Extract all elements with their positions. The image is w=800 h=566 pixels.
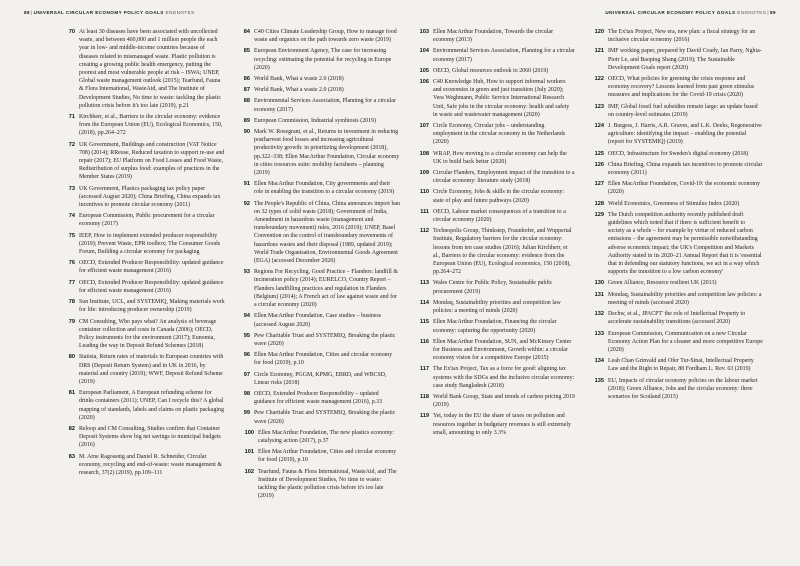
endnote-entry [587,279,763,287]
header-section-left: ENDNOTES [165,10,195,15]
endnote-number: 116 [419,338,429,345]
endnote-number: 112 [419,228,429,235]
endnote-number: 126 [594,161,604,168]
endnote-number: 84 [243,29,250,35]
endnote-number: 91 [243,181,250,188]
endnote-entry [237,47,400,72]
endnotes-columns [62,28,782,558]
running-header-right [605,11,776,16]
endnote-text: Pew Charitable Trust and SYSTEMIQ, Breaking the plastic wave (2020) [254,410,396,425]
endnote-text: Mark W. Rosegrant, et al., Returns to investment in reducing postharvest food losses and increasing agricultural productivity growth: in prioritizing development (2018), pp.322–338; Ellen MacArthur Foundation, Circular economy in cities resources suite: mobility factsheets – planning (2019) [254,129,400,177]
endnote-entry [412,47,575,63]
endnote-entry [237,97,400,113]
endnote-entry [237,268,400,309]
endnote-text: Ellen MacArthur Foundation, Financing the circular economy: capturing the opportunity (2020) [433,319,557,334]
endnote-text: European Commission, Industrial symbiosis (2019) [254,117,376,124]
endnote-number: 135 [594,377,604,384]
endnotes-column-3 [412,28,575,440]
endnote-number: 89 [243,117,250,124]
header-section-right: ENDNOTES [737,10,767,15]
endnote-number: 86 [243,76,250,83]
endnote-entry [237,312,400,328]
endnote-entry [62,298,225,314]
endnote-text: World Bank Group, State and trends of carbon pricing 2019 (2019) [433,393,575,409]
endnote-number: 127 [594,181,604,188]
endnote-text: UK Government, Buildings and construction (VAT Notice 708) (2014); RReuse, Reduced taxation to support re-use and repair (2017); EU Platform on Food Losses and Food Waste, Redistribution of surplus food: examples of practices in the Member States (2019) [79,141,225,181]
endnote-number: 97 [243,371,250,378]
endnote-number: 108 [419,150,429,157]
endnote-text: OECD, Global resources outlook to 2060 (2019) [433,67,549,74]
endnote-number: 109 [419,170,429,177]
endnote-entry [237,429,400,445]
endnote-number: 121 [594,48,604,55]
endnote-text: IMF working paper, prepared by David Coady, Ian Parry, Nghia-Piotr Le, and Baoping Shang (2019); The Sustainable Development Goals report (2020) [608,48,762,71]
endnote-number: 99 [243,410,250,417]
endnote-number: 90 [243,129,250,136]
endnote-number: 117 [419,366,429,373]
endnotes-column-4 [587,28,763,404]
endnote-entry [412,318,575,334]
endnote-number: 87 [243,87,250,94]
endnote-text: OECD, Extended Producer Responsibility: updated guidance for efficient waste management (2016) [79,260,224,275]
endnote-entry [412,279,575,295]
endnote-number: 110 [419,189,429,196]
endnote-number: 103 [419,29,429,35]
endnote-entry [412,208,575,224]
endnote-text: European Environment Agency, The case for increasing recycling: estimating the potential for recycling in Europe (2020) [254,48,392,71]
endnote-text: Green Alliance, Resource resilient UK (2013) [608,280,717,287]
endnote-text: EU, Impacts of circular economy policies on the labour market (2018); Green Alliance, Jobs and the circular economy: three scenarios for Scotland (2015) [608,377,758,400]
header-title-left: UNIVERSAL CIRCULAR ECONOMY POLICY GOALS [33,10,164,15]
endnote-number: 78 [68,299,75,306]
endnote-entry [587,330,763,355]
endnote-number: 133 [594,330,604,337]
endnote-number: 113 [419,280,429,287]
header-separator-left: | [31,10,33,15]
endnote-number: 70 [68,29,75,35]
endnote-number: 94 [243,313,250,320]
endnote-text: OECD, Extended Producer Responsibility – updated guidance for efficient waste management (2016), p.33 [254,390,383,406]
endnote-number: 114 [419,299,429,306]
endnote-entry [412,227,575,276]
endnote-entry [412,122,575,147]
endnote-entry [62,113,225,138]
endnote-text: Ellen MacArthur Foundation, Case studies – business (accessed August 2020) [254,313,382,328]
endnote-entry [412,365,575,390]
header-separator-right: | [767,10,769,15]
running-header-left [24,11,195,16]
endnote-entry [412,28,575,44]
endnote-entry [237,351,400,367]
endnote-number: 85 [243,48,250,55]
endnote-text: European Commission, Communication on a new Circular Economy Action Plan for a cleaner and more competitive Europe (2020) [608,330,763,353]
endnote-number: 73 [68,185,75,192]
endnote-number: 119 [419,413,429,420]
endnote-number: 93 [243,269,250,276]
endnote-entry [587,75,763,100]
endnote-number: 95 [243,332,250,339]
endnote-text: At least 30 diseases have been associated with uncollected waste, and between 400,000 and 1 million people die each year in low- and middle-income countries because of diseases related to mismanaged waste. Plastic pollution is creating a growing public health emergency, putting the poorest and most vulnerable people at risk – ISWA; UNEP, Global waste management outlook (2015); Tearfund, Fauna & Flora International, WasteAid, and The Institute of Development Studies, No time to waste: tackling the plastic pollution crisis before it's too late (2019), p.21 [79,29,221,109]
endnote-entry [237,117,400,125]
endnote-entry [412,299,575,315]
endnote-text: World Economics, Greenness of Stimulus Index (2020) [608,200,740,207]
endnote-entry [587,211,763,277]
endnote-number: 80 [68,354,75,361]
endnote-text: Ellen MacArthur Foundation, City governments and their role in enabling the transition to a circular economy (2019) [254,181,395,196]
endnote-entry [412,150,575,166]
endnote-number: 82 [68,425,75,432]
endnote-text: Environmental Services Association, Planning for a circular economy (2017) [254,98,396,113]
endnote-text: Ellen MacArthur Foundation, SUN, and McKinsey Center for Business and Environment, Growth within: a circular economy vision for a competitive Europe (2015) [433,338,572,362]
endnote-number: 72 [68,141,75,148]
endnote-number: 129 [594,211,604,218]
endnote-text: OECD, Infrastructure for Sweden's digital economy (2018) [608,150,749,157]
endnote-entry [62,141,225,182]
endnote-text: European Commission, Public procurement for a circular economy (2017) [79,213,215,228]
endnote-number: 96 [243,352,250,359]
endnote-text: Kirchherr, et al., Barriers to the circular economy: evidence from the European Union (EU), Ecological Economics, 150, (2018), pp.264–272 [79,114,223,137]
endnote-entry [587,150,763,158]
folio-right: 89 [769,10,776,15]
endnote-number: 122 [594,76,604,83]
endnote-number: 115 [419,319,429,326]
endnote-entry [237,448,400,464]
endnote-entry [587,28,763,44]
endnote-text: Sun Institute, UCL, and SYSTEMIQ, Making materials work for life: introducing producer ownership (2019) [79,299,225,314]
endnote-number: 77 [68,279,75,286]
endnote-entry [412,188,575,204]
endnote-entry [412,393,575,409]
endnote-text: World Bank, What a waste 2.0 (2018) [254,76,344,83]
endnote-entry [62,425,225,450]
endnote-number: 104 [419,48,429,55]
endnote-entry [587,122,763,147]
endnote-entry [412,338,575,363]
endnote-text: Environmental Services Association, Planning for a circular economy (2017) [433,48,575,63]
endnote-entry [237,128,400,177]
endnote-number: 100 [244,429,254,436]
endnote-entry [237,180,400,196]
endnote-text: C40 Cities Climate Leadership Group, How to manage food waste and organics on the path towards zero waste (2019) [254,29,397,44]
endnote-entry [587,357,763,373]
endnote-number: 83 [68,453,75,460]
endnote-number: 118 [419,393,429,400]
endnote-number: 128 [594,200,604,207]
endnote-text: World Bank, What a waste 2.0 (2018) [254,87,344,94]
endnote-number: 101 [244,449,254,456]
endnote-entry [412,78,575,119]
endnote-number: 132 [594,311,604,318]
folio-left: 88 [24,10,31,15]
endnote-number: 134 [594,358,604,365]
endnote-text: Regions For Recycling, Good Practice – Flanders: landfill & incineration policy (2014); EURELCO, Country Report – Flanders landfilling practices and regulation in Flanders (Belgium) (2014); A French act of law against waste and for a circular economy (2020) [254,269,398,309]
endnote-number: 125 [594,150,604,157]
endnote-number: 124 [594,123,604,130]
endnote-entry [587,161,763,177]
endnote-number: 120 [594,29,604,35]
endnote-number: 98 [243,390,250,397]
endnote-entry [62,212,225,228]
endnote-text: Ellen MacArthur Foundation, Covid-19: the economic economy (2020) [608,181,760,196]
endnote-entry [237,468,400,501]
endnote-text: OECD, Labour market consequences of a transition to a circular economy (2020) [433,208,566,224]
endnote-text: IEEP, How to implement extended producer responsibility (2019); Prevent Waste, EPR toolbox; The Consumer Goods Forum, Building a circular economy for packaging [79,232,221,256]
endnote-text: Leah Chan Grinvald and Ofer Tur-Sinai, Intellectual Property Law and the Right to Repair, 88 Fordham L. Rev. 63 (2019) [608,358,754,373]
endnote-text: C40 Knowledge Hub, How to support informal workers and economies in green and just transition (July 2020); Vera Weghmann, Public Service International Research Unit, Safe jobs in the circular economy: health and safety in waste and wastewater management (2020) [433,79,570,118]
endnote-text: Circle Economy, PGGM, KPMG, EBRD, and WBCSD, Linear risks (2018) [254,371,387,386]
endnote-entry [412,169,575,185]
endnotes-column-1 [62,28,225,480]
endnote-text: OECD, What policies for greening the crisis response and economy recovery? Lessons learned from past green stimulus measures and implications for the Covid-19 crisis (2020) [608,76,755,99]
endnote-text: Reloop and CM Consulting, Studies confirm that Container Deposit Systems show big net savings to municipal budgets (2016) [79,425,221,449]
endnote-number: 106 [419,79,429,86]
endnote-text: European Parliament, A European refunding scheme for drinks containers (2011); UNEP, Can I recycle this? A global mapping of standards, labels and claims on plastic packaging (2020) [79,390,224,421]
endnote-entry [587,377,763,402]
endnote-number: 71 [68,114,75,121]
endnote-entry [62,259,225,275]
endnote-entry [62,353,225,386]
endnote-number: 88 [243,98,250,105]
endnote-text: Technopolis Group, Thinkstep, Fraunhofer, and Wuppertal Institute, Regulatory barriers for the circular economy: lessons from ten case studies (2016); Julian Kirchherr, et al., Barriers to the circular economy: evidence from the European Union (EU), Ecological economics, 150 (2018), pp.264–272 [433,228,572,276]
endnote-text: Circle Economy, Jobs & skills in the circular economy: state of play and future pathways (2020) [433,189,565,204]
endnote-text: Tearfund, Fauna & Flora International, WasteAid, and The Institute of Development Studies, No time to waste: tackling the plastic pollution crisis before it's too late (2019) [258,468,397,500]
endnote-entry [62,453,225,478]
endnote-text: Dechw, et al., JPACPT' the role of Intellectual Property to accelerate sustainability transitions (accessed 2020) [608,311,746,326]
endnote-entry [412,412,575,437]
endnote-text: Ellen MacArthur Foundation, Cities and circular economy for food (2019), p.10 [254,352,393,367]
endnote-entry [237,390,400,406]
endnote-entry [237,86,400,94]
endnote-text: OECD, Extended Producer Responsibility: updated guidance for efficient waste management (2016) [79,279,224,294]
endnote-number: 75 [68,232,75,239]
endnote-number: 92 [243,200,250,207]
endnote-entry [62,279,225,295]
endnote-text: The Ex'tax Project, Tax as a force for good: aligning tax systems with the SDGs and the inclusive circular economy: case study Bangladesh (2018) [433,366,575,389]
endnote-text: Mondaq, Sustainability priorities and competition law policies: a meeting of minds (2020) [433,299,561,315]
endnote-text: IMF, Global fossil fuel subsidies remain large: an update based on country-level estimates (2019) [608,103,758,118]
endnote-entry [587,200,763,208]
endnote-entry [237,371,400,387]
endnote-text: WRAP, How moving to a circular economy can help the UK to build back better (2020) [433,150,567,165]
endnote-text: Yet, today in the EU the share of taxes on pollution and resources together in budgetary revenues is still extremely small, amounting to only 3.3% [433,413,571,436]
endnote-text: Wales Centre for Public Policy, Sustainable public procurement (2019) [433,280,553,295]
endnote-text: UK Government, Plastics packaging tax policy paper (accessed August 2020); China Briefing, China expands tax incentives to promote circular economy (2011) [79,185,221,209]
endnote-text: Statista, Return rates of materials in European countries with DRS (Deposit Return System) and in UK in 2016, by material and country (2019); WWF, Deposit Refund Scheme (2019) [79,354,224,385]
endnote-entry [587,310,763,326]
endnote-text: Mondaq, Sustainability priorities and competition law policies: a meeting of minds (accessed 2020) [608,291,762,306]
endnote-entry [587,47,763,72]
endnote-number: 81 [68,390,75,397]
endnote-text: Circular Flanders, Employment impact of the transition to a circular economy: literature study (2018) [433,170,575,185]
endnote-entry [587,291,763,307]
endnote-number: 111 [420,208,429,215]
endnote-number: 76 [68,260,75,267]
endnote-text: The Ex'tax Project, New era, new plan: a fiscal strategy for an inclusive circular economy (2016) [608,29,756,44]
endnote-text: China Briefing, China expands tax incentives to promote circular economy (2011) [608,161,763,177]
endnote-number: 131 [594,291,604,298]
endnote-entry [237,75,400,83]
endnote-entry [62,28,225,110]
endnote-text: J. Burgess, J. Harris, A.R. Graves, and L.K. Deeks, Regenerative agriculture: identifying the impact – enabling the potential (report for SYSTEMIQ) (2019) [608,123,762,146]
endnote-entry [587,103,763,119]
endnote-number: 105 [419,67,429,74]
endnote-entry [237,28,400,44]
endnote-text: Ellen MacArthur Foundation, Towards the circular economy (2013) [433,29,554,44]
endnote-text: Ellen MacArthur Foundation, The new plastics economy: catalysing action (2017), p.37 [258,429,395,444]
endnote-entry [237,409,400,425]
endnote-number: 79 [68,318,75,325]
endnote-text: Circle Economy, Circular jobs – understanding employment in the circular economy in the Netherlands (2020) [433,123,566,146]
endnote-text: Ellen MacArthur Foundation, Cities and circular economy for food (2019), p.10 [258,449,397,464]
endnote-entry [62,389,225,422]
endnote-entry [62,185,225,210]
endnote-entry [62,232,225,257]
endnote-entry [62,318,225,351]
endnote-number: 123 [594,103,604,110]
endnote-text: CM Consulting, Who pays what? An analysis of beverage container collection and costs in Canada (2006); OECD, Policy instruments for the environment (2017); Eunomia, Leading the way in Deposit Refund Schemes (2018) [79,318,217,350]
endnote-entry [587,180,763,196]
endnote-number: 74 [68,213,75,220]
endnote-text: The People's Republic of China, China announces import ban on 32 types of solid waste (2018); Government of India, Amendment in hazardous waste (management and transboundary movement) rules, 2016 (2019); UNEP, Basel Convention on the control of transboundary movements of hazardous wastes and their disposal (1989, updated 2019); World Trade Organisation, Environmental Goods Agreement (EGA) (accessed December 2020) [254,200,400,265]
endnote-text: Pew Charitable Trust and SYSTEMIQ, Breaking the plastic wave (2020) [254,332,396,347]
header-title-right: UNIVERSAL CIRCULAR ECONOMY POLICY GOALS [605,10,736,15]
endnote-number: 102 [244,468,254,475]
endnotes-column-2 [237,28,400,503]
endnote-entry [237,332,400,348]
endnote-number: 130 [594,280,604,287]
endnote-entry [237,200,400,266]
endnote-number: 107 [419,123,429,130]
endnote-text: The Dutch competition authority recently published draft guidelines which noted that if there is sufficient benefit to society as a whole – for example by virtue of reduced carbon emissions – the agreement may be permissible notwithstanding adverse economic impact; the UK's Competition and Markets Authority stated in its 2020–21 Annual Report that it is 'essential that in defending our statutory functions, we act in a way which supports the transition to a low carbon economy' [608,211,762,276]
endnote-text: M. Arne Ragossnig and Daniel R. Schneider, Circular economy, recycling and end-of-waste: waste management & research, 37(2) (2019), pp.109–111 [79,453,223,476]
endnote-entry [412,67,575,75]
